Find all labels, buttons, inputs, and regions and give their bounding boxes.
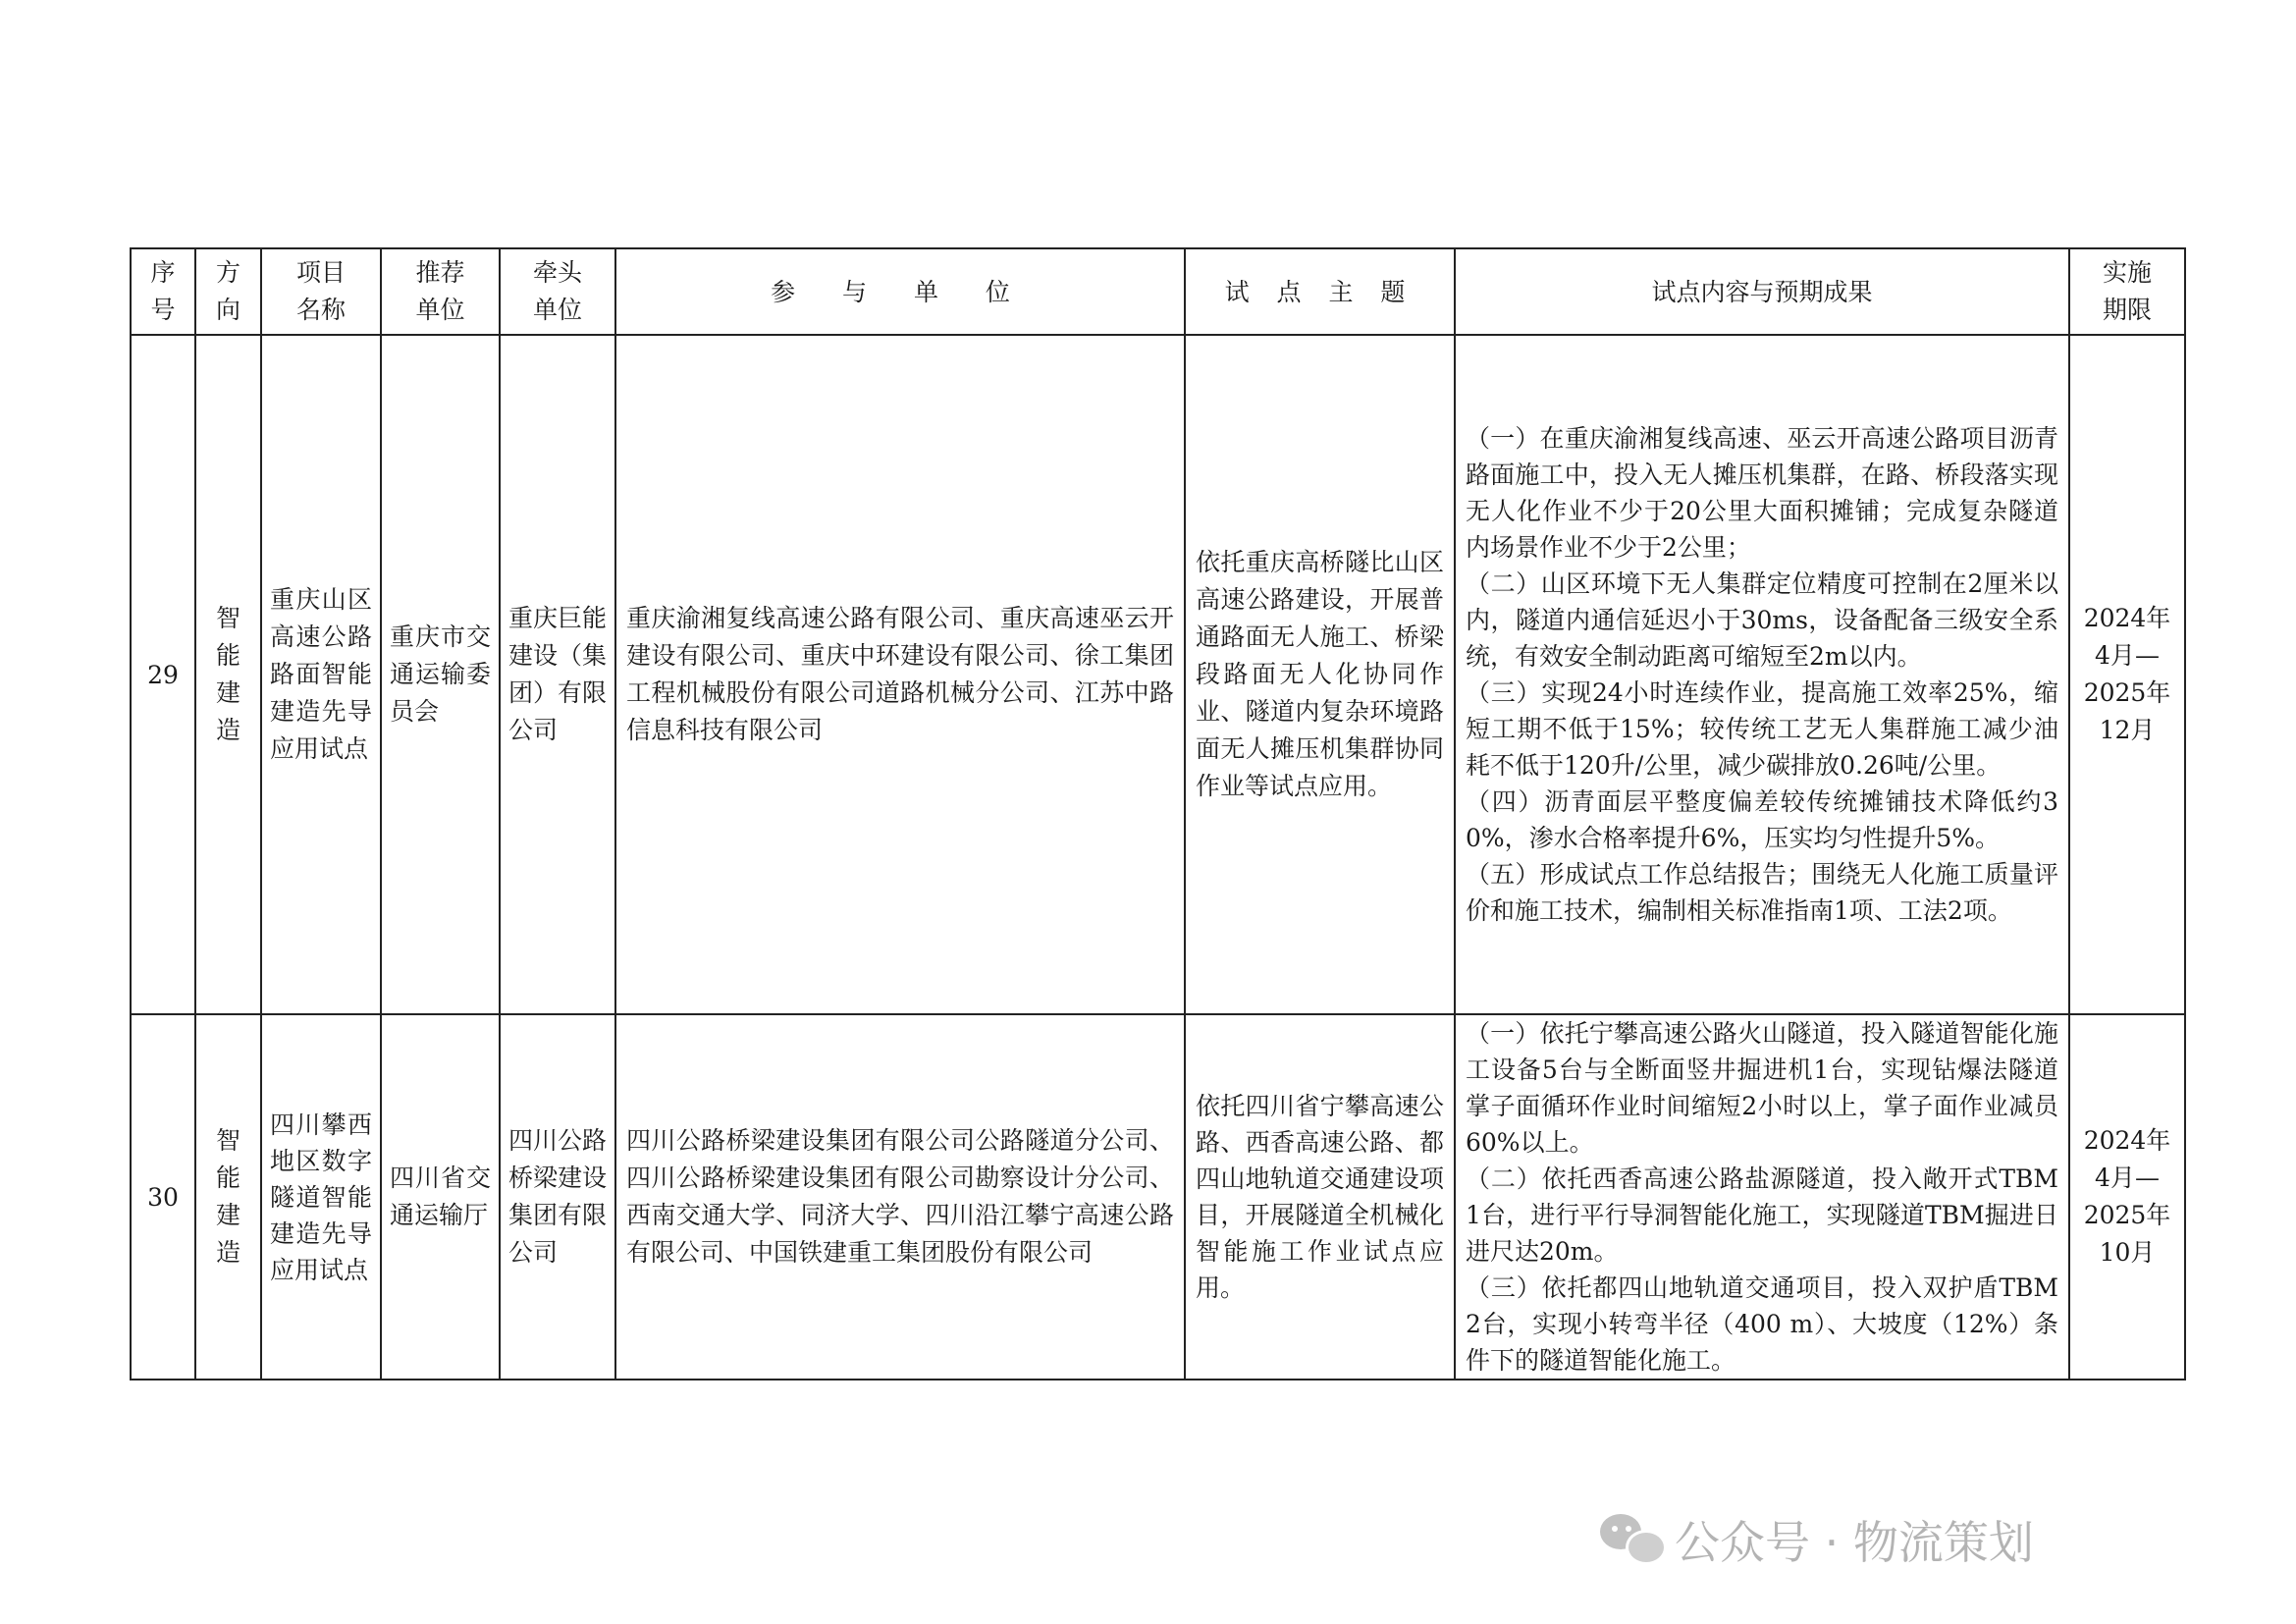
row-recommender: 重庆市交通运输委员会	[381, 335, 500, 1014]
row-content	[1455, 335, 2069, 1014]
row-lead-unit: 四川公路桥梁建设集团有限公司	[500, 1014, 615, 1380]
row-seq: 30	[131, 1014, 195, 1380]
wechat-watermark	[1600, 1510, 2034, 1569]
table-row	[131, 335, 2185, 1014]
row-project-name: 四川攀西地区数字隧道智能建造先导应用试点	[261, 1014, 381, 1380]
row-participants: 四川公路桥梁建设集团有限公司公路隧道分公司、四川公路桥梁建设集团有限公司勘察设计分公司、西南交通大学、同济大学、四川沿江攀宁高速公路有限公司、中国铁建重工集团股份有限公司	[615, 1014, 1185, 1380]
row-recommender: 四川省交通运输厅	[381, 1014, 500, 1380]
row-seq: 29	[131, 335, 195, 1014]
row-period: 2024年 4月— 2025年 10月	[2069, 1014, 2185, 1380]
header-content: 试点内容与预期成果	[1455, 248, 2069, 335]
content-item: （一）在重庆渝湘复线高速、巫云开高速公路项目沥青路面施工中，投入无人摊压机集群，在路、桥段落实现无人化作业不少于20公里大面积摊铺；完成复杂隧道内场景作业不少于2公里；	[1466, 424, 2058, 562]
row-lead-unit: 重庆巨能建设（集团）有限公司	[500, 335, 615, 1014]
row-direction: 智 能 建 造	[195, 335, 261, 1014]
row-direction: 智 能 建 造	[195, 1014, 261, 1380]
row-project-name: 重庆山区高速公路路面智能建造先导应用试点	[261, 335, 381, 1014]
row-participants: 重庆渝湘复线高速公路有限公司、重庆高速巫云开建设有限公司、重庆中环建设有限公司、徐工集团工程机械股份有限公司道路机械分公司、江苏中路信息科技有限公司	[615, 335, 1185, 1014]
content-item: （三）实现24小时连续作业，提高施工效率25%，缩短工期不低于15%；较传统工艺无人集群施工减少油耗不低于120升/公里，减少碳排放0.26吨/公里。	[1466, 678, 2058, 780]
content-item: （五）形成试点工作总结报告；围绕无人化施工质量评价和施工技术，编制相关标准指南1项、工法2项。	[1466, 860, 2058, 925]
content-item: （二）山区环境下无人集群定位精度可控制在2厘米以内，隧道内通信延迟小于30ms，设备配备三级安全系统，有效安全制动距离可缩短至2m以内。	[1466, 569, 2058, 671]
row-period: 2024年 4月— 2025年 12月	[2069, 335, 2185, 1014]
header-lead-unit: 牵头 单位	[500, 248, 615, 335]
table-header-row	[131, 248, 2185, 335]
header-project-name: 项目 名称	[261, 248, 381, 335]
header-period: 实施 期限	[2069, 248, 2185, 335]
wechat-icon	[1600, 1514, 1661, 1565]
row-theme: 依托重庆高桥隧比山区高速公路建设，开展普通路面无人施工、桥梁段路面无人化协同作业、隧道内复杂环境路面无人摊压机集群协同作业等试点应用。	[1185, 335, 1455, 1014]
content-item: （四）沥青面层平整度偏差较传统摊铺技术降低约30%，渗水合格率提升6%，压实均匀性提升5%。	[1466, 787, 2058, 852]
watermark-text: 公众号 · 物流策划	[1675, 1516, 2034, 1569]
header-seq: 序 号	[131, 248, 195, 335]
header-direction: 方 向	[195, 248, 261, 335]
header-recommender: 推荐 单位	[381, 248, 500, 335]
pilot-projects-table	[130, 247, 2186, 1380]
row-content	[1455, 1014, 2069, 1380]
table-row	[131, 1014, 2185, 1380]
content-item: （一）依托宁攀高速公路火山隧道，投入隧道智能化施工设备5台与全断面竖井掘进机1台，实现钻爆法隧道掌子面循环作业时间缩短2小时以上，掌子面作业减员60%以上。	[1466, 1019, 2058, 1157]
header-theme: 试 点 主 题	[1185, 248, 1455, 335]
header-participants: 参 与 单 位	[615, 248, 1185, 335]
row-theme: 依托四川省宁攀高速公路、西香高速公路、都四山地轨道交通建设项目，开展隧道全机械化智能施工作业试点应用。	[1185, 1014, 1455, 1380]
content-item: （三）依托都四山地轨道交通项目，投入双护盾TBM 2台，实现小转弯半径（400 m）、大坡度（12%）条件下的隧道智能化施工。	[1466, 1273, 2058, 1375]
content-item: （二）依托西香高速公路盐源隧道，投入敞开式TBM 1台，进行平行导洞智能化施工，实现隧道TBM掘进日进尺达20m。	[1466, 1164, 2058, 1266]
